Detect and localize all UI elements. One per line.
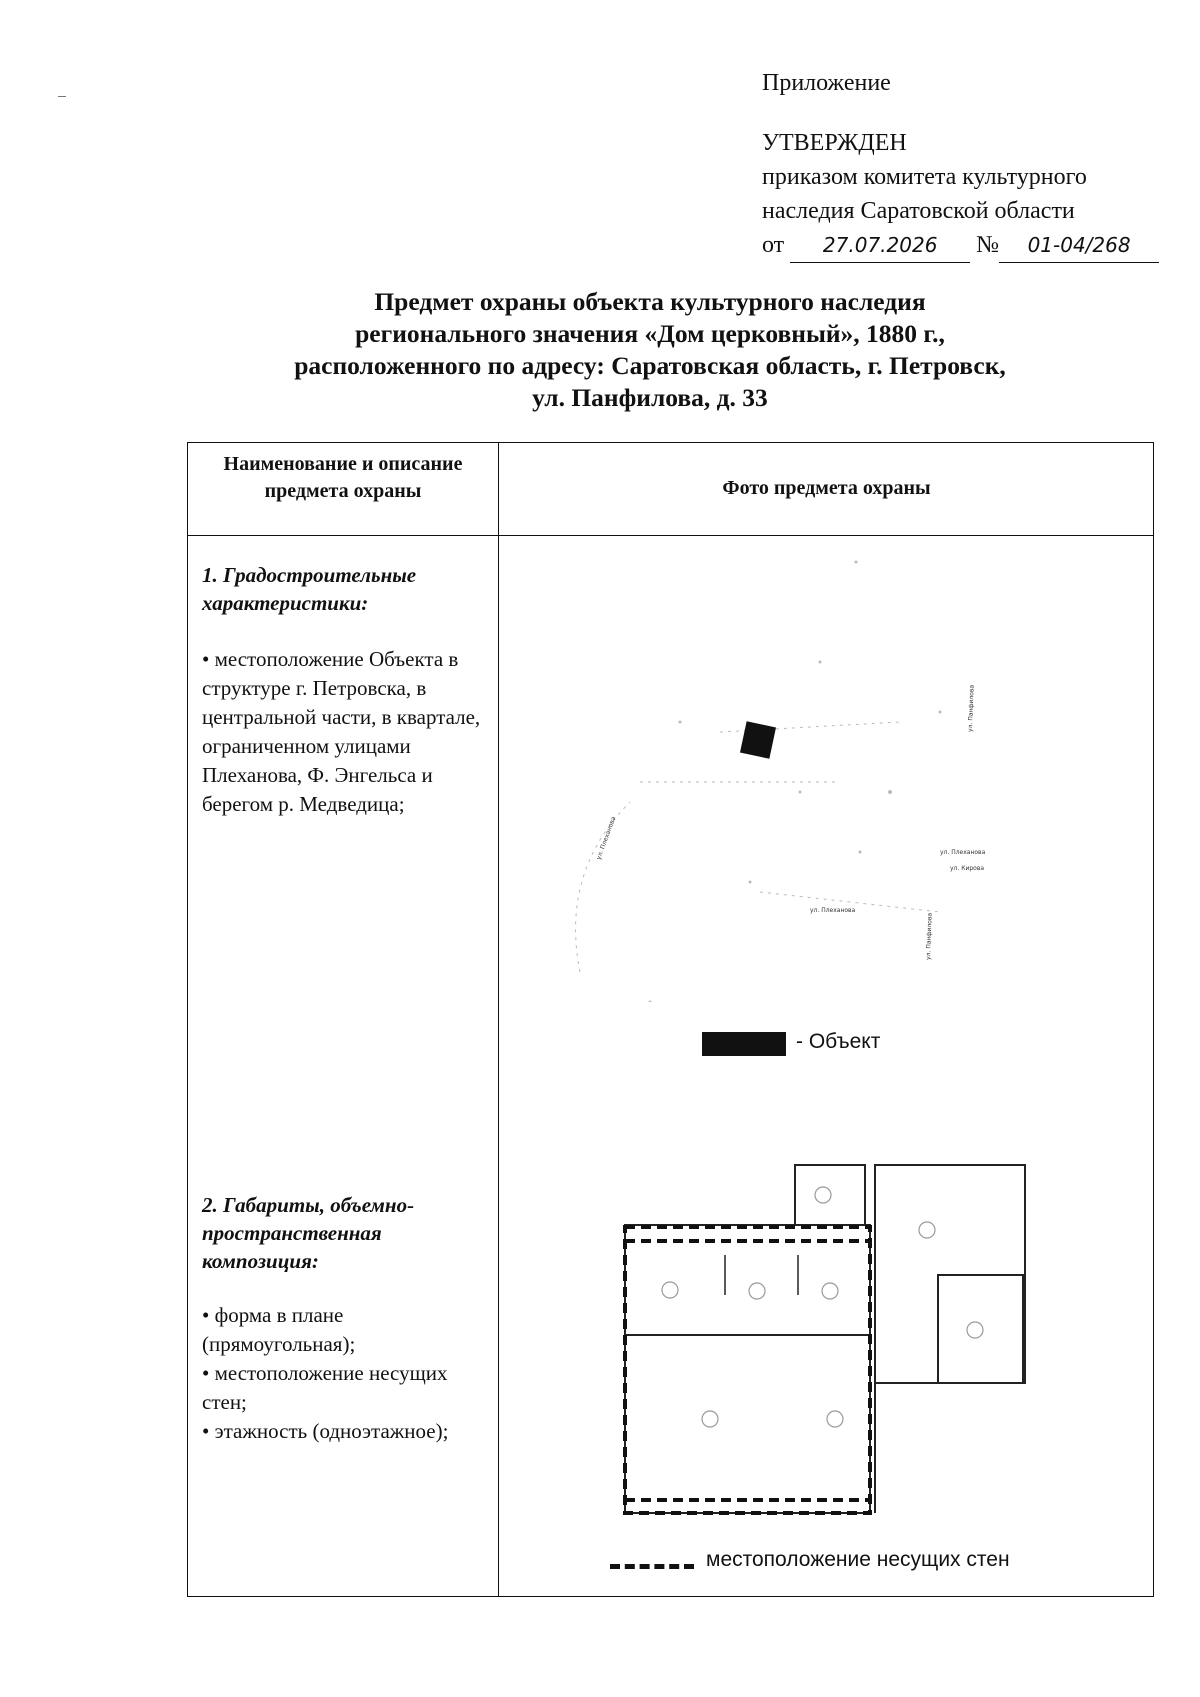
map-legend-swatch [702,1032,786,1056]
column-header-photo: Фото предмета охраны [722,477,931,499]
title-line-2: регионального значения «Дом церковный», 1880 г., [355,319,945,348]
appendix-label: Приложение [762,70,891,96]
object-marker [740,721,776,759]
section-2-body: • форма в плане (прямоугольная); • местоположение несущих стен; • этажность (одноэтажное); [202,1303,449,1443]
street-label-6: ул. Панфилова [925,912,934,961]
approved-label: УТВЕРЖДЕН [762,130,907,156]
street-label-2: ул. Плеханова [810,907,856,914]
street-label-5: ул. Панфилова [967,684,976,733]
title-line-1: Предмет охраны объекта культурного наследия [374,287,926,316]
order-line-1: приказом комитета культурного [762,164,1087,190]
section-1-body: • местоположение Объекта в структуре г. Петровска, в центральной части, в квартале, ограниченном улицами Плеханова, Ф. Энгельса и берегом р. Медведица; [202,647,481,816]
street-label-3: ул. Кирова [950,865,985,872]
plan-legend-text: местоположение несущих стен [706,1548,1010,1571]
order-number: 01-04/268 [999,228,1159,263]
number-prefix: № [976,232,1000,258]
order-line-2: наследия Саратовской области [762,198,1075,224]
title-line-3: расположенного по адресу: Саратовская область, г. Петровск, [294,351,1006,380]
order-date: 27.07.2026 [790,228,970,263]
load-bearing-walls [625,1227,870,1513]
scan-mark [58,96,66,97]
approval-block [762,66,1159,263]
map-legend-text: - Объект [796,1030,881,1053]
street-label-4: ул. Плеханова [940,849,986,856]
document-title [230,286,1070,414]
title-line-4: ул. Панфилова, д. 33 [532,383,768,412]
header-divider [188,535,1153,536]
section-2-title: 2. Габариты, объемно-пространственная композиция: [202,1193,415,1273]
plan-legend-dashes [610,1564,694,1569]
date-prefix: от [762,232,785,258]
section-1-title: 1. Градостроительные характеристики: [202,563,417,615]
location-map [520,552,1080,1002]
street-label-1: ул. Плеханова [595,815,618,861]
column-divider [498,443,499,1596]
column-header-description: Наименование и описание предмета охраны [223,453,463,502]
order-date-number [762,228,1159,263]
floor-plan [615,1135,1035,1515]
